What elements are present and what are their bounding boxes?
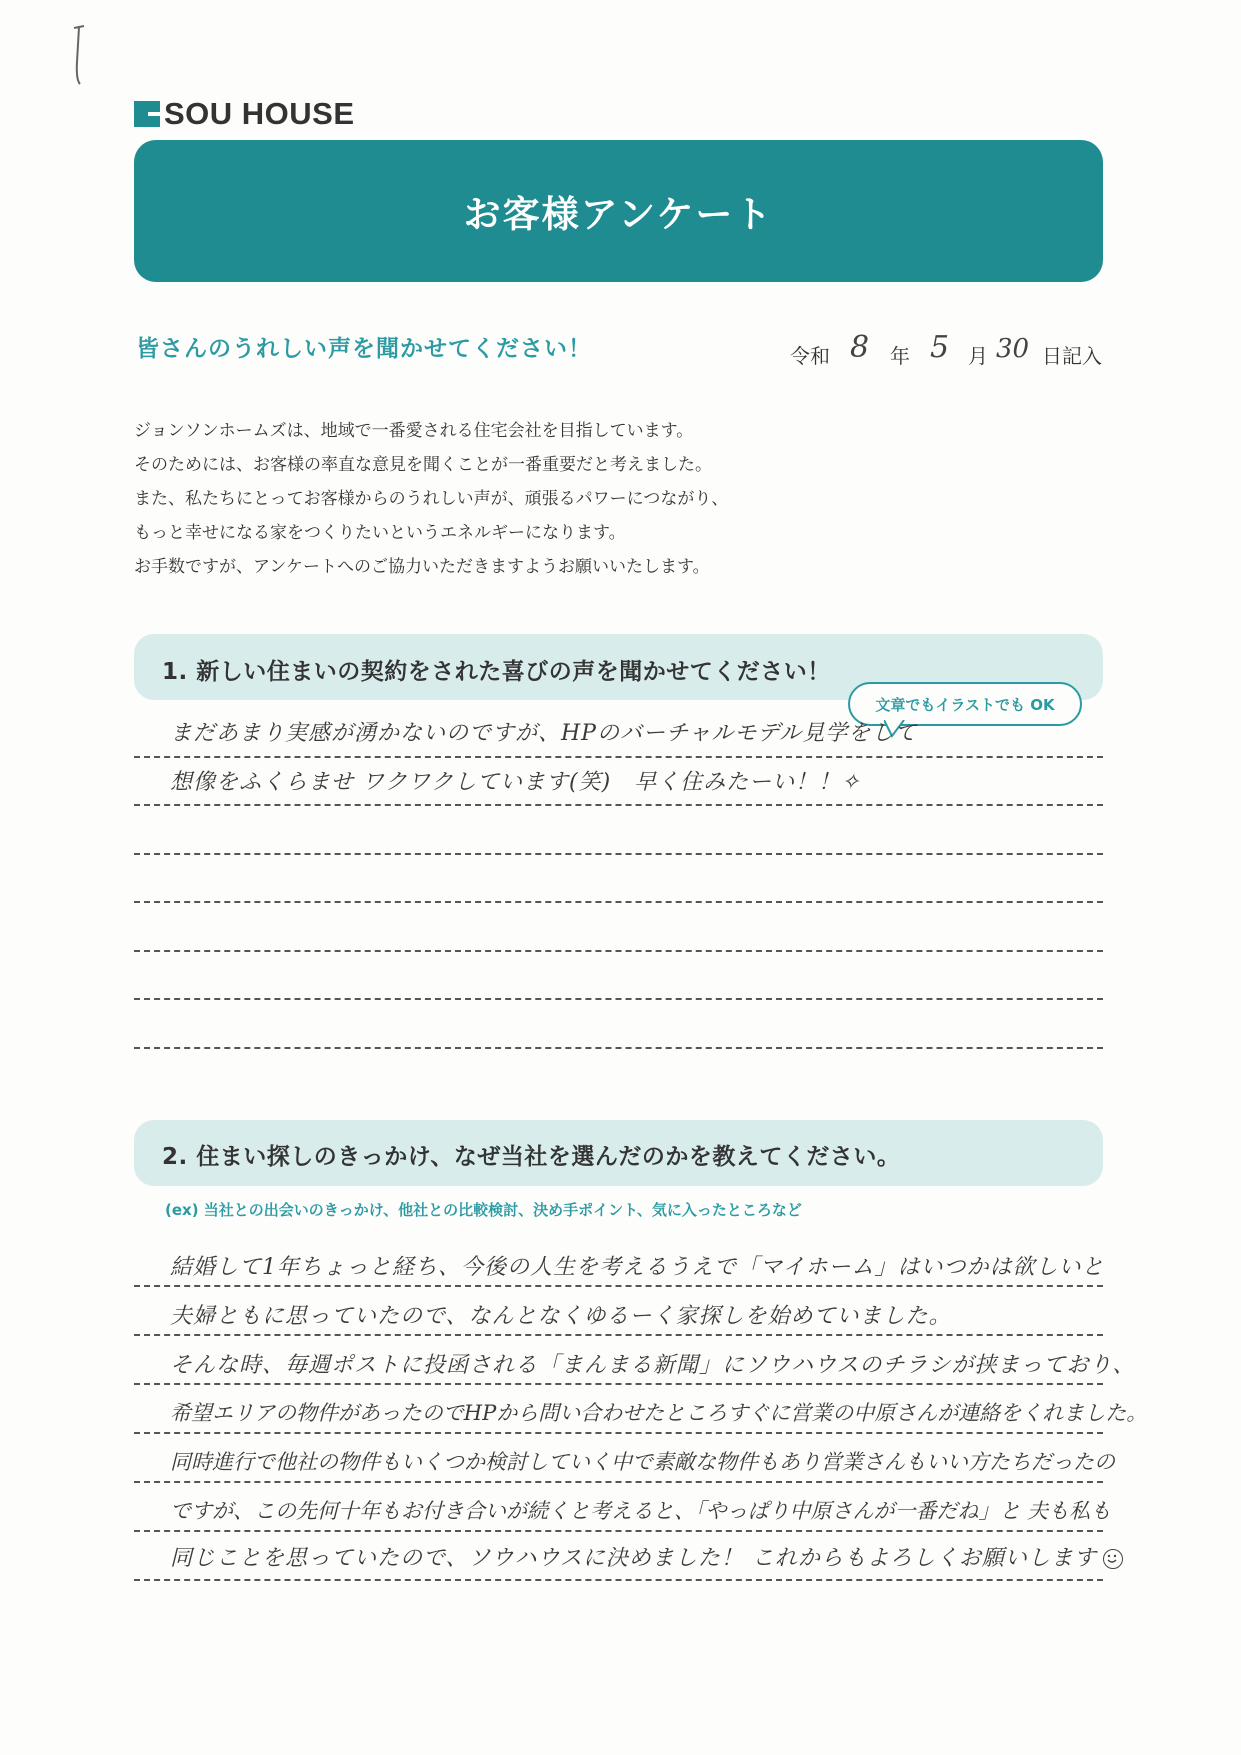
subtitle: 皆さんのうれしい声を聞かせてください！ <box>136 336 592 362</box>
date-day-value: 30 <box>996 334 1030 364</box>
q2-answer-last-line <box>170 1541 1123 1572</box>
intro-line: お手数ですが、アンケートへのご協力いただきますようお願いいたします。 <box>134 557 710 577</box>
answer-rule <box>134 1481 1103 1483</box>
answer-rule <box>134 998 1103 1000</box>
q2-answer-line: ですが、この先何十年もお付き合いが続くと考えると、「やっぱり中原さんが一番だね」と 夫も私も <box>170 1499 1112 1523</box>
intro-line: そのためには、お客様の率直な意見を聞くことが一番重要だと考えました。 <box>134 455 712 475</box>
date-year-unit: 年 <box>890 344 910 368</box>
date-field <box>790 330 1105 370</box>
q1-answer-line: まだあまり実感が湧かないのですが、HPのバーチャルモデル見学をして <box>170 721 918 746</box>
q2-answer-line: 希望エリアの物件があったのでHPから問い合わせたところすぐに営業の中原さんが連絡をくれました。 <box>170 1401 1148 1425</box>
answer-rule <box>134 901 1103 903</box>
date-month-value: 5 <box>930 330 950 365</box>
q2-answer-line: 同じことを思っていたので、ソウハウスに決めました！ これからもよろしくお願いします <box>170 1546 1097 1571</box>
answer-rule <box>134 950 1103 952</box>
q1-answer-line: 想像をふくらませ ワクワクしています(笑) 早く住みたーい！！✧ <box>170 770 861 795</box>
intro-line: また、私たちにとってお客様からのうれしい声が、頑張るパワーにつながり、 <box>134 489 729 509</box>
q2-answer-line: 夫婦ともに思っていたので、なんとなくゆるーく家探しを始めていました。 <box>170 1304 952 1329</box>
hint-bubble: 文章でもイラストでも OK <box>848 682 1082 726</box>
intro-text <box>134 414 954 584</box>
date-day-unit: 日記入 <box>1042 344 1102 368</box>
question-1-title: 1. 新しい住まいの契約をされた喜びの声を聞かせてください！ <box>162 659 831 685</box>
q2-answer-line: そんな時、毎週ポストに投函される「まんまる新聞」にソウハウスのチラシが挟まっており、 <box>170 1353 1136 1378</box>
answer-rule <box>134 804 1103 806</box>
page-title: お客様アンケート <box>463 193 774 236</box>
title-banner <box>134 140 1103 282</box>
margin-pencil-mark <box>68 22 88 86</box>
question-2-note: (ex) 当社との出会いのきっかけ、他社との比較検討、決め手ポイント、気に入ったところなど <box>165 1201 802 1219</box>
smiley-icon <box>1103 1549 1123 1569</box>
answer-rule <box>134 1334 1103 1336</box>
answer-rule <box>134 1383 1103 1385</box>
date-month-unit: 月 <box>968 344 988 368</box>
answer-rule <box>134 1432 1103 1434</box>
answer-rule <box>134 1530 1103 1532</box>
intro-line: ジョンソンホームズは、地域で一番愛される住宅会社を目指しています。 <box>134 421 694 441</box>
date-era: 令和 <box>790 344 830 368</box>
brand-logo <box>134 96 355 132</box>
question-2-title: 2. 住まい探しのきっかけ、なぜ当社を選んだのかを教えてください。 <box>162 1144 901 1170</box>
answer-rule <box>134 1579 1103 1581</box>
answer-rule <box>134 1285 1103 1287</box>
intro-line: もっと幸せになる家をつくりたいというエネルギーになります。 <box>134 523 626 543</box>
brand-mark-icon <box>134 101 160 127</box>
answer-rule <box>134 756 1103 758</box>
q2-answer-line: 同時進行で他社の物件もいくつか検討していく中で素敵な物件もあり営業さんもいい方たちだったの <box>170 1450 1115 1474</box>
answer-rule <box>134 853 1103 855</box>
q2-answer-line: 結婚して1年ちょっと経ち、今後の人生を考えるうえで「マイホーム」はいつかは欲しいと <box>170 1255 1105 1280</box>
answer-rule <box>134 1047 1103 1049</box>
brand-name: SOU HOUSE <box>164 96 355 131</box>
date-year-value: 8 <box>850 330 870 365</box>
